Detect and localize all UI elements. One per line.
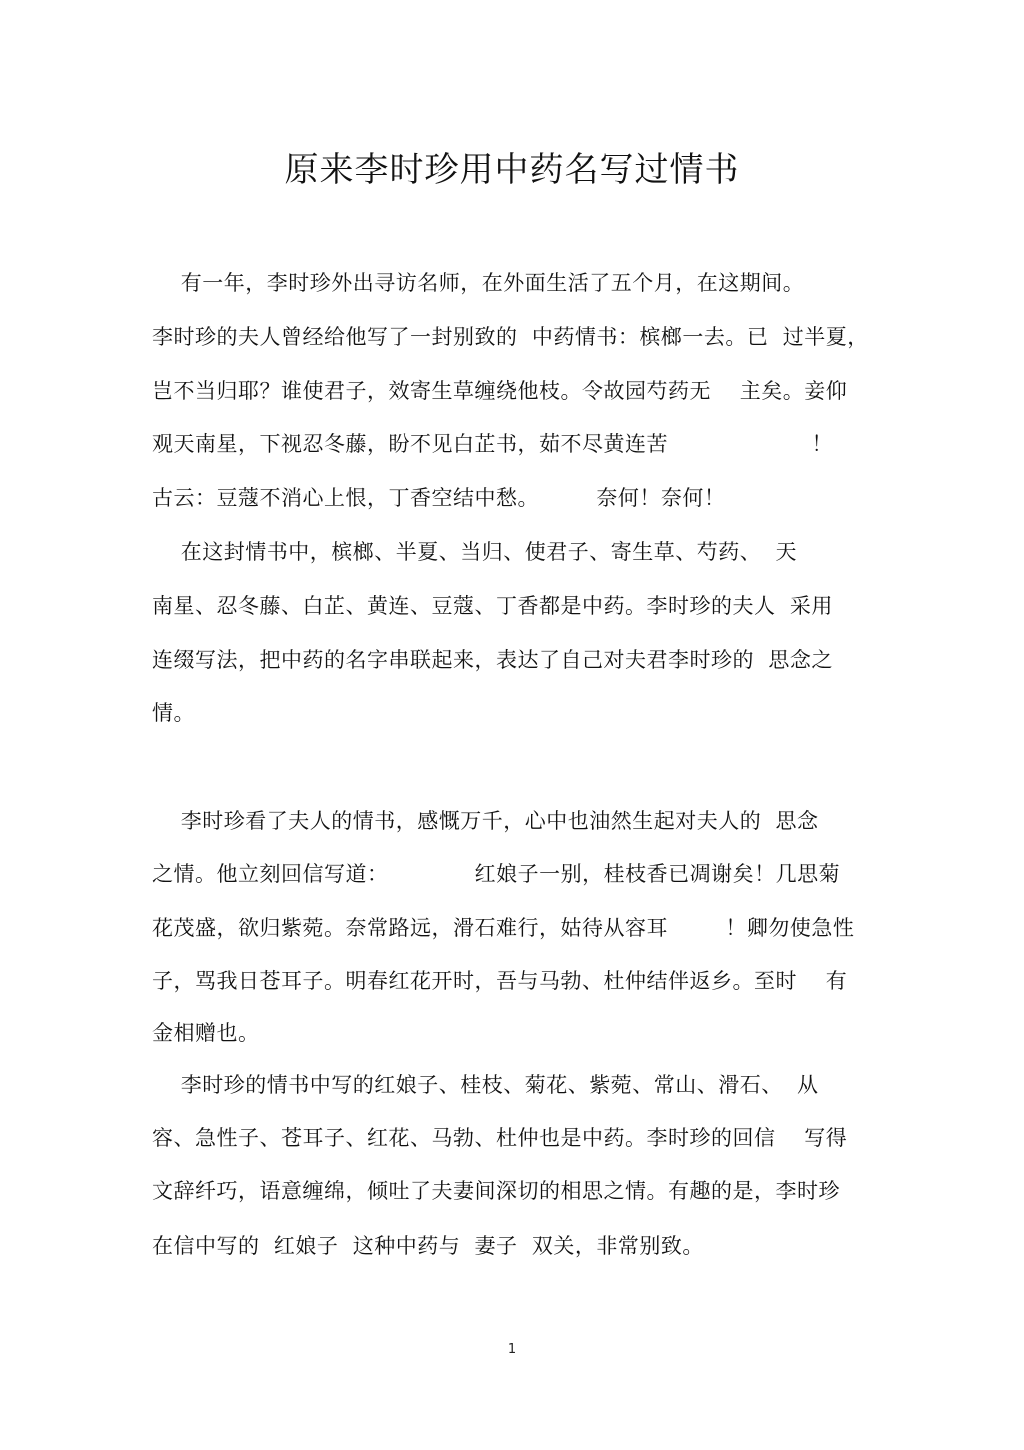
text-line: 之情。他立刻回信写道： 红娘子一别，桂枝香已凋谢矣！几思菊 bbox=[152, 862, 841, 886]
text-line: 观天南星，下视忍冬藤，盼不见白芷书，茹不尽黄连苦 ！ bbox=[152, 432, 834, 456]
text-line: 文辞纤巧，语意缠绵，倾吐了夫妻间深切的相思之情。有趣的是，李时珍 bbox=[152, 1179, 840, 1203]
text-line: 连缀写法，把中药的名字串联起来，表达了自己对夫君李时珍的 思念之 bbox=[152, 648, 833, 672]
text-line: 情。 bbox=[152, 701, 195, 725]
page-title: 原来李时珍用中药名写过情书 bbox=[284, 150, 740, 190]
text-line: 岂不当归耶？谁使君子，效寄生草缠绕他枝。令故园芍药无 主矣。妾仰 bbox=[152, 379, 848, 403]
text-line: 李时珍看了夫人的情书，感慨万千，心中也油然生起对夫人的 思念 bbox=[152, 809, 819, 833]
text-line: 容、急性子、苍耳子、红花、马勃、杜仲也是中药。李时珍的回信 写得 bbox=[152, 1126, 848, 1150]
text-line: 花茂盛，欲归紫菀。奈常路远，滑石难行，姑待从容耳 ！卿勿使急性 bbox=[152, 916, 855, 940]
text-line: 金相赠也。 bbox=[152, 1021, 260, 1045]
text-line: 在信中写的 红娘子 这种中药与 妻子 双关，非常别致。 bbox=[152, 1234, 704, 1258]
page-number: 1 bbox=[507, 1342, 517, 1357]
text-line: 有一年，李时珍外出寻访名师，在外面生活了五个月，在这期间。 bbox=[152, 271, 805, 295]
text-line: 子，骂我日苍耳子。明春红花开时，吾与马勃、杜仲结伴返乡。至时 有 bbox=[152, 969, 848, 993]
text-line: 李时珍的夫人曾经给他写了一封别致的 中药情书：槟榔一去。已 过半夏， bbox=[152, 325, 869, 349]
text-line: 南星、忍冬藤、白芷、黄连、豆蔻、丁香都是中药。李时珍的夫人 采用 bbox=[152, 594, 833, 618]
text-line: 李时珍的情书中写的红娘子、桂枝、菊花、紫菀、常山、滑石、 从 bbox=[152, 1073, 819, 1097]
text-line: 在这封情书中，槟榔、半夏、当归、使君子、寄生草、芍药、 天 bbox=[152, 540, 798, 564]
text-line: 古云：豆蔻不消心上恨，丁香空结中愁。 奈何！奈何！ bbox=[152, 486, 726, 510]
